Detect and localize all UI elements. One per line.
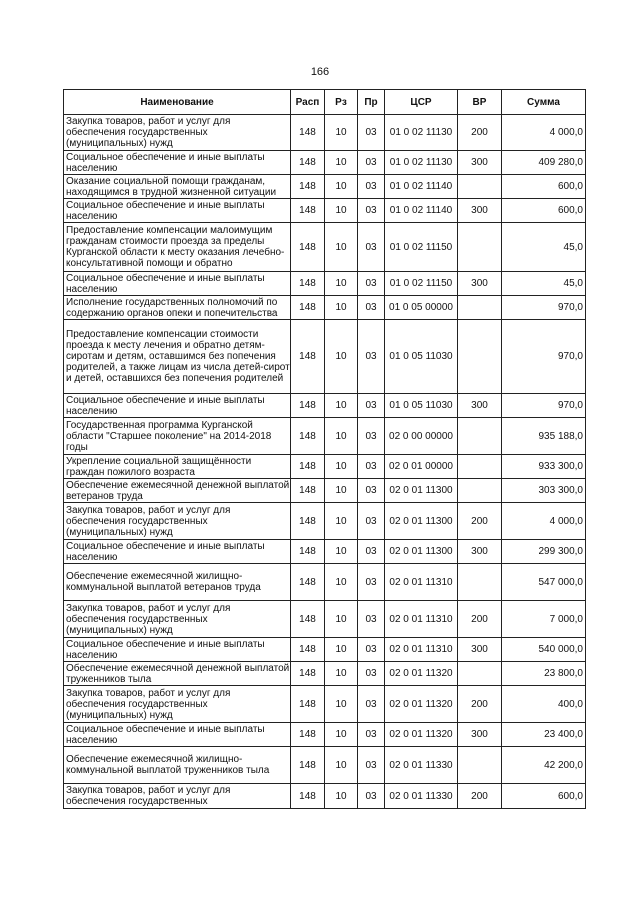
cell-sum: 600,0 xyxy=(502,175,586,199)
table-body xyxy=(64,115,586,809)
cell-csr: 02 0 01 11310 xyxy=(385,564,458,601)
cell-sum: 45,0 xyxy=(502,223,586,272)
cell-csr: 01 0 05 00000 xyxy=(385,296,458,320)
cell-rasp: 148 xyxy=(291,747,325,784)
cell-pr: 03 xyxy=(358,175,385,199)
header-vr: ВР xyxy=(458,90,502,115)
header-rasp: Расп xyxy=(291,90,325,115)
cell-name: Закупка товаров, работ и услуг для обеспечения государственных (муниципальных) нужд xyxy=(64,115,291,151)
table-row xyxy=(64,320,586,394)
table-row xyxy=(64,723,586,747)
table-row xyxy=(64,638,586,662)
cell-rz: 10 xyxy=(325,723,358,747)
cell-name: Закупка товаров, работ и услуг для обеспечения государственных (муниципальных) нужд xyxy=(64,503,291,540)
cell-vr: 200 xyxy=(458,115,502,151)
cell-vr: 200 xyxy=(458,503,502,540)
cell-rasp: 148 xyxy=(291,455,325,479)
header-rz: Рз xyxy=(325,90,358,115)
cell-vr: 300 xyxy=(458,394,502,418)
cell-vr: 200 xyxy=(458,784,502,809)
cell-pr: 03 xyxy=(358,320,385,394)
cell-pr: 03 xyxy=(358,296,385,320)
cell-vr: 300 xyxy=(458,723,502,747)
cell-name: Социальное обеспечение и иные выплаты населению xyxy=(64,151,291,175)
table-row xyxy=(64,601,586,638)
cell-rz: 10 xyxy=(325,199,358,223)
budget-table xyxy=(63,89,586,809)
cell-vr xyxy=(458,662,502,686)
cell-rz: 10 xyxy=(325,175,358,199)
cell-csr: 01 0 02 11140 xyxy=(385,199,458,223)
cell-rz: 10 xyxy=(325,151,358,175)
cell-name: Предоставление компенсации стоимости проезда к месту лечения и обратно детям-сиротам и детям, оставшимся без попечения родителей, а также лицам из числа детей-сирот и детей, оставшихся без попечения родителей xyxy=(64,320,291,394)
cell-pr: 03 xyxy=(358,747,385,784)
cell-rz: 10 xyxy=(325,320,358,394)
cell-rasp: 148 xyxy=(291,540,325,564)
cell-rz: 10 xyxy=(325,540,358,564)
cell-rasp: 148 xyxy=(291,479,325,503)
cell-csr: 02 0 01 11300 xyxy=(385,503,458,540)
table-row xyxy=(64,747,586,784)
cell-sum: 933 300,0 xyxy=(502,455,586,479)
cell-pr: 03 xyxy=(358,199,385,223)
cell-rasp: 148 xyxy=(291,784,325,809)
cell-sum: 540 000,0 xyxy=(502,638,586,662)
cell-sum: 4 000,0 xyxy=(502,115,586,151)
cell-pr: 03 xyxy=(358,115,385,151)
cell-rasp: 148 xyxy=(291,296,325,320)
cell-sum: 547 000,0 xyxy=(502,564,586,601)
cell-csr: 02 0 01 11310 xyxy=(385,638,458,662)
cell-name: Укрепление социальной защищённости граждан пожилого возраста xyxy=(64,455,291,479)
cell-sum: 970,0 xyxy=(502,320,586,394)
cell-sum: 299 300,0 xyxy=(502,540,586,564)
cell-vr: 300 xyxy=(458,540,502,564)
cell-rasp: 148 xyxy=(291,151,325,175)
cell-name: Обеспечение ежемесячной денежной выплатой ветеранов труда xyxy=(64,479,291,503)
cell-pr: 03 xyxy=(358,223,385,272)
page-number: 166 xyxy=(310,66,330,78)
cell-name: Закупка товаров, работ и услуг для обеспечения государственных (муниципальных) нужд xyxy=(64,686,291,723)
cell-vr xyxy=(458,747,502,784)
table-row xyxy=(64,503,586,540)
cell-rasp: 148 xyxy=(291,662,325,686)
cell-vr: 300 xyxy=(458,638,502,662)
cell-pr: 03 xyxy=(358,151,385,175)
cell-rasp: 148 xyxy=(291,394,325,418)
cell-sum: 4 000,0 xyxy=(502,503,586,540)
cell-rz: 10 xyxy=(325,272,358,296)
table-row xyxy=(64,686,586,723)
table-row xyxy=(64,296,586,320)
cell-sum: 600,0 xyxy=(502,199,586,223)
table-row xyxy=(64,394,586,418)
cell-csr: 02 0 01 11330 xyxy=(385,784,458,809)
cell-sum: 970,0 xyxy=(502,394,586,418)
cell-rz: 10 xyxy=(325,418,358,455)
table-header-row xyxy=(64,90,586,115)
cell-rasp: 148 xyxy=(291,272,325,296)
cell-pr: 03 xyxy=(358,601,385,638)
cell-vr xyxy=(458,418,502,455)
table-row xyxy=(64,115,586,151)
cell-rz: 10 xyxy=(325,115,358,151)
cell-sum: 23 800,0 xyxy=(502,662,586,686)
cell-name: Социальное обеспечение и иные выплаты населению xyxy=(64,272,291,296)
cell-rasp: 148 xyxy=(291,686,325,723)
cell-rasp: 148 xyxy=(291,418,325,455)
cell-csr: 01 0 05 11030 xyxy=(385,394,458,418)
cell-name: Предоставление компенсации малоимущим гражданам стоимости проезда за пределы Курганской области к месту оказания лечебно-консультативной помощи и обратно xyxy=(64,223,291,272)
header-sum: Сумма xyxy=(502,90,586,115)
cell-rasp: 148 xyxy=(291,564,325,601)
cell-rasp: 148 xyxy=(291,638,325,662)
cell-rasp: 148 xyxy=(291,115,325,151)
cell-name: Социальное обеспечение и иные выплаты населению xyxy=(64,723,291,747)
cell-csr: 01 0 02 11140 xyxy=(385,175,458,199)
header-name: Наименование xyxy=(64,90,291,115)
cell-rz: 10 xyxy=(325,662,358,686)
cell-rz: 10 xyxy=(325,564,358,601)
cell-csr: 02 0 01 11320 xyxy=(385,723,458,747)
cell-csr: 01 0 02 11150 xyxy=(385,223,458,272)
cell-rasp: 148 xyxy=(291,723,325,747)
cell-pr: 03 xyxy=(358,638,385,662)
cell-pr: 03 xyxy=(358,479,385,503)
cell-pr: 03 xyxy=(358,418,385,455)
table-row xyxy=(64,479,586,503)
cell-rz: 10 xyxy=(325,784,358,809)
cell-pr: 03 xyxy=(358,564,385,601)
cell-name: Социальное обеспечение и иные выплаты населению xyxy=(64,394,291,418)
table-row xyxy=(64,564,586,601)
cell-vr: 300 xyxy=(458,199,502,223)
cell-rz: 10 xyxy=(325,601,358,638)
cell-vr xyxy=(458,320,502,394)
cell-sum: 42 200,0 xyxy=(502,747,586,784)
cell-pr: 03 xyxy=(358,455,385,479)
cell-pr: 03 xyxy=(358,503,385,540)
cell-vr: 200 xyxy=(458,601,502,638)
table-row xyxy=(64,662,586,686)
header-pr: Пр xyxy=(358,90,385,115)
cell-csr: 02 0 01 11320 xyxy=(385,686,458,723)
cell-pr: 03 xyxy=(358,686,385,723)
cell-csr: 02 0 01 11300 xyxy=(385,479,458,503)
cell-csr: 02 0 01 11320 xyxy=(385,662,458,686)
cell-csr: 02 0 00 00000 xyxy=(385,418,458,455)
cell-rasp: 148 xyxy=(291,199,325,223)
cell-sum: 45,0 xyxy=(502,272,586,296)
cell-name: Обеспечение ежемесячной жилищно-коммунальной выплатой ветеранов труда xyxy=(64,564,291,601)
table-row xyxy=(64,455,586,479)
cell-vr: 200 xyxy=(458,686,502,723)
cell-csr: 02 0 01 11310 xyxy=(385,601,458,638)
cell-rz: 10 xyxy=(325,686,358,723)
cell-vr: 300 xyxy=(458,151,502,175)
cell-rz: 10 xyxy=(325,223,358,272)
cell-name: Оказание социальной помощи гражданам, находящимся в трудной жизненной ситуации xyxy=(64,175,291,199)
header-csr: ЦСР xyxy=(385,90,458,115)
table-row xyxy=(64,175,586,199)
cell-vr xyxy=(458,479,502,503)
cell-sum: 303 300,0 xyxy=(502,479,586,503)
cell-pr: 03 xyxy=(358,723,385,747)
cell-pr: 03 xyxy=(358,394,385,418)
cell-rz: 10 xyxy=(325,747,358,784)
cell-sum: 970,0 xyxy=(502,296,586,320)
cell-vr: 300 xyxy=(458,272,502,296)
cell-csr: 01 0 02 11130 xyxy=(385,115,458,151)
cell-name: Социальное обеспечение и иные выплаты населению xyxy=(64,540,291,564)
cell-rasp: 148 xyxy=(291,175,325,199)
cell-rz: 10 xyxy=(325,638,358,662)
cell-vr xyxy=(458,223,502,272)
cell-csr: 01 0 05 11030 xyxy=(385,320,458,394)
cell-name: Социальное обеспечение и иные выплаты населению xyxy=(64,638,291,662)
cell-name: Исполнение государственных полномочий по содержанию органов опеки и попечительства xyxy=(64,296,291,320)
table-row xyxy=(64,540,586,564)
cell-name: Государственная программа Курганской области "Старшее поколение" на 2014-2018 годы xyxy=(64,418,291,455)
cell-sum: 23 400,0 xyxy=(502,723,586,747)
cell-rz: 10 xyxy=(325,455,358,479)
cell-sum: 7 000,0 xyxy=(502,601,586,638)
cell-vr xyxy=(458,296,502,320)
cell-name: Закупка товаров, работ и услуг для обеспечения государственных (муниципальных) нужд xyxy=(64,601,291,638)
cell-csr: 01 0 02 11150 xyxy=(385,272,458,296)
cell-vr xyxy=(458,455,502,479)
cell-name: Закупка товаров, работ и услуг для обеспечения государственных xyxy=(64,784,291,809)
cell-rz: 10 xyxy=(325,503,358,540)
cell-csr: 01 0 02 11130 xyxy=(385,151,458,175)
cell-rasp: 148 xyxy=(291,503,325,540)
cell-sum: 409 280,0 xyxy=(502,151,586,175)
cell-rz: 10 xyxy=(325,479,358,503)
cell-name: Социальное обеспечение и иные выплаты населению xyxy=(64,199,291,223)
table-row xyxy=(64,418,586,455)
table-row xyxy=(64,151,586,175)
cell-rz: 10 xyxy=(325,296,358,320)
cell-csr: 02 0 01 11300 xyxy=(385,540,458,564)
cell-pr: 03 xyxy=(358,662,385,686)
cell-sum: 600,0 xyxy=(502,784,586,809)
cell-rasp: 148 xyxy=(291,320,325,394)
cell-name: Обеспечение ежемесячной денежной выплатой труженников тыла xyxy=(64,662,291,686)
cell-name: Обеспечение ежемесячной жилищно-коммунальной выплатой труженников тыла xyxy=(64,747,291,784)
cell-pr: 03 xyxy=(358,784,385,809)
cell-vr xyxy=(458,564,502,601)
cell-rasp: 148 xyxy=(291,223,325,272)
table-row xyxy=(64,223,586,272)
cell-csr: 02 0 01 00000 xyxy=(385,455,458,479)
cell-csr: 02 0 01 11330 xyxy=(385,747,458,784)
cell-vr xyxy=(458,175,502,199)
cell-pr: 03 xyxy=(358,272,385,296)
cell-pr: 03 xyxy=(358,540,385,564)
cell-sum: 935 188,0 xyxy=(502,418,586,455)
cell-rasp: 148 xyxy=(291,601,325,638)
table-row xyxy=(64,199,586,223)
table-row xyxy=(64,784,586,809)
cell-rz: 10 xyxy=(325,394,358,418)
table-row xyxy=(64,272,586,296)
cell-sum: 400,0 xyxy=(502,686,586,723)
